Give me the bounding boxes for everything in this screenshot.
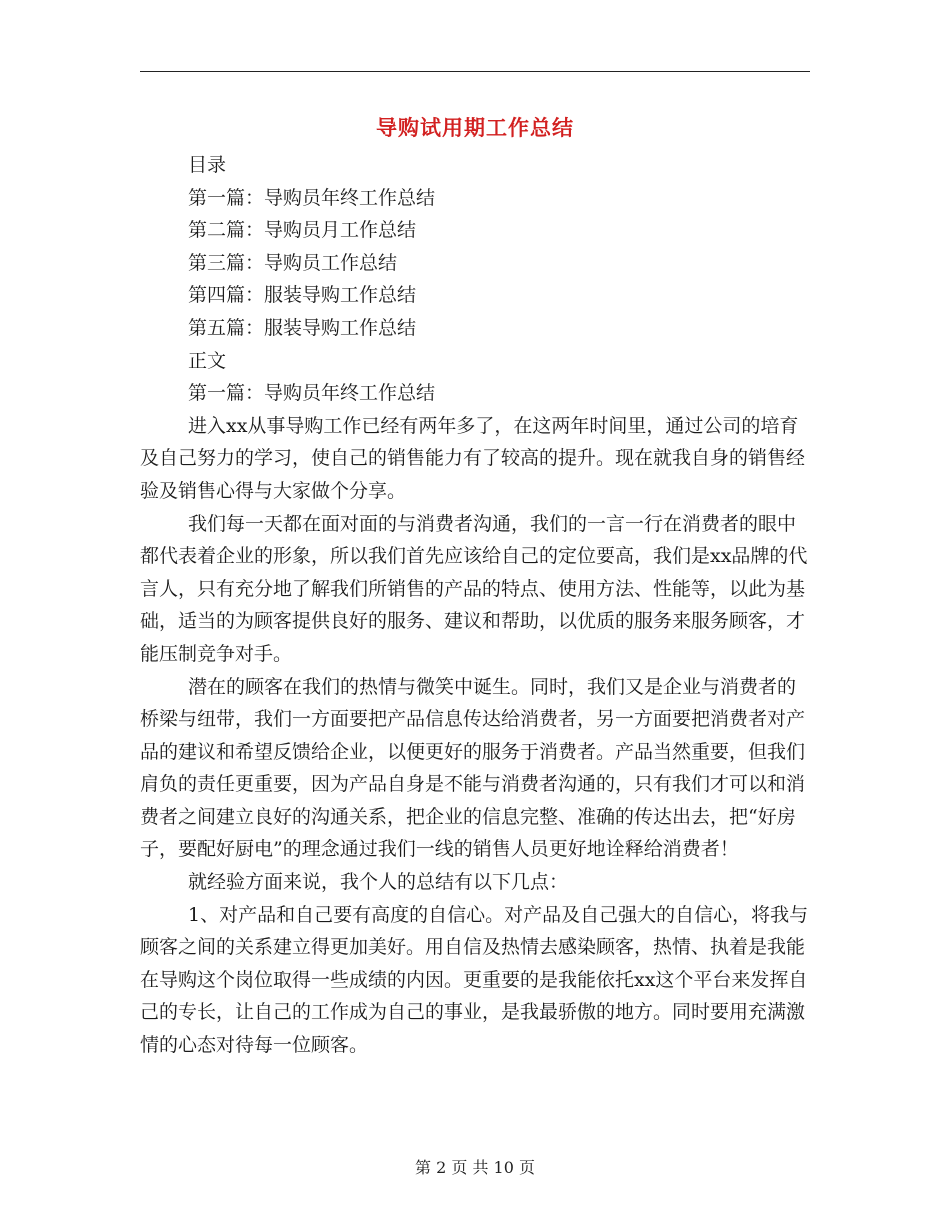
toc-heading: 目录 [188, 154, 227, 176]
page-number: 第 2 页 共 10 页 [415, 1158, 535, 1177]
paragraph: 就经验方面来说，我个人的总结有以下几点： [188, 871, 569, 894]
paragraph: 1、对产品和自己要有高度的自信心。对产品及自己强大的自信心，将我与顾客之间的关系建立得更加美好。用自信及热情去感染顾客，热情、执着是我能在导购这个岗位取得一些成绩的内因。更重要的是我能依托xx这个平台来发挥自己的专长，让自己的工作成为自己的事业，是我最骄傲的地方。同时要用充满激情的心态对待每一位顾客。 [140, 903, 809, 1057]
toc-item: 第五篇：服装导购工作总结 [188, 316, 417, 339]
toc-item: 第一篇：导购员年终工作总结 [188, 186, 436, 209]
toc-item: 第二篇：导购员月工作总结 [188, 219, 417, 242]
document-body [140, 149, 812, 1062]
paragraph: 潜在的顾客在我们的热情与微笑中诞生。同时，我们又是企业与消费者的桥梁与纽带，我们一方面要把产品信息传达给消费者，另一方面要把消费者对产品的建议和希望反馈给企业，以便更好的服务于消费者。产品当然重要，但我们肩负的责任更重要，因为产品自身是不能与消费者沟通的，只有我们才可以和消费者之间建立良好的沟通关系，把企业的信息完整、准确的传达出去，把“好房子，要配好厨电”的理念通过我们一线的销售人员更好地诠释给消费者！ [140, 675, 806, 861]
section-heading: 第一篇：导购员年终工作总结 [188, 382, 436, 405]
paragraph: 进入xx从事导购工作已经有两年多了，在这两年时间里，通过公司的培育及自己努力的学习，使自己的销售能力有了较高的提升。现在就我自身的销售经验及销售心得与大家做个分享。 [140, 414, 806, 502]
document-title: 导购试用期工作总结 [376, 116, 574, 140]
toc-item: 第三篇：导购员工作总结 [188, 251, 398, 274]
header-rule [140, 71, 810, 72]
body-heading: 正文 [188, 349, 227, 372]
toc-item: 第四篇：服装导购工作总结 [188, 284, 417, 307]
paragraph: 我们每一天都在面对面的与消费者沟通，我们的一言一行在消费者的眼中都代表着企业的形象，所以我们首先应该给自己的定位要高，我们是xx品牌的代言人，只有充分地了解我们所销售的产品的特点、使用方法、性能等，以此为基础，适当的为顾客提供良好的服务、建议和帮助，以优质的服务来服务顾客，才能压制竞争对手。 [140, 512, 808, 665]
